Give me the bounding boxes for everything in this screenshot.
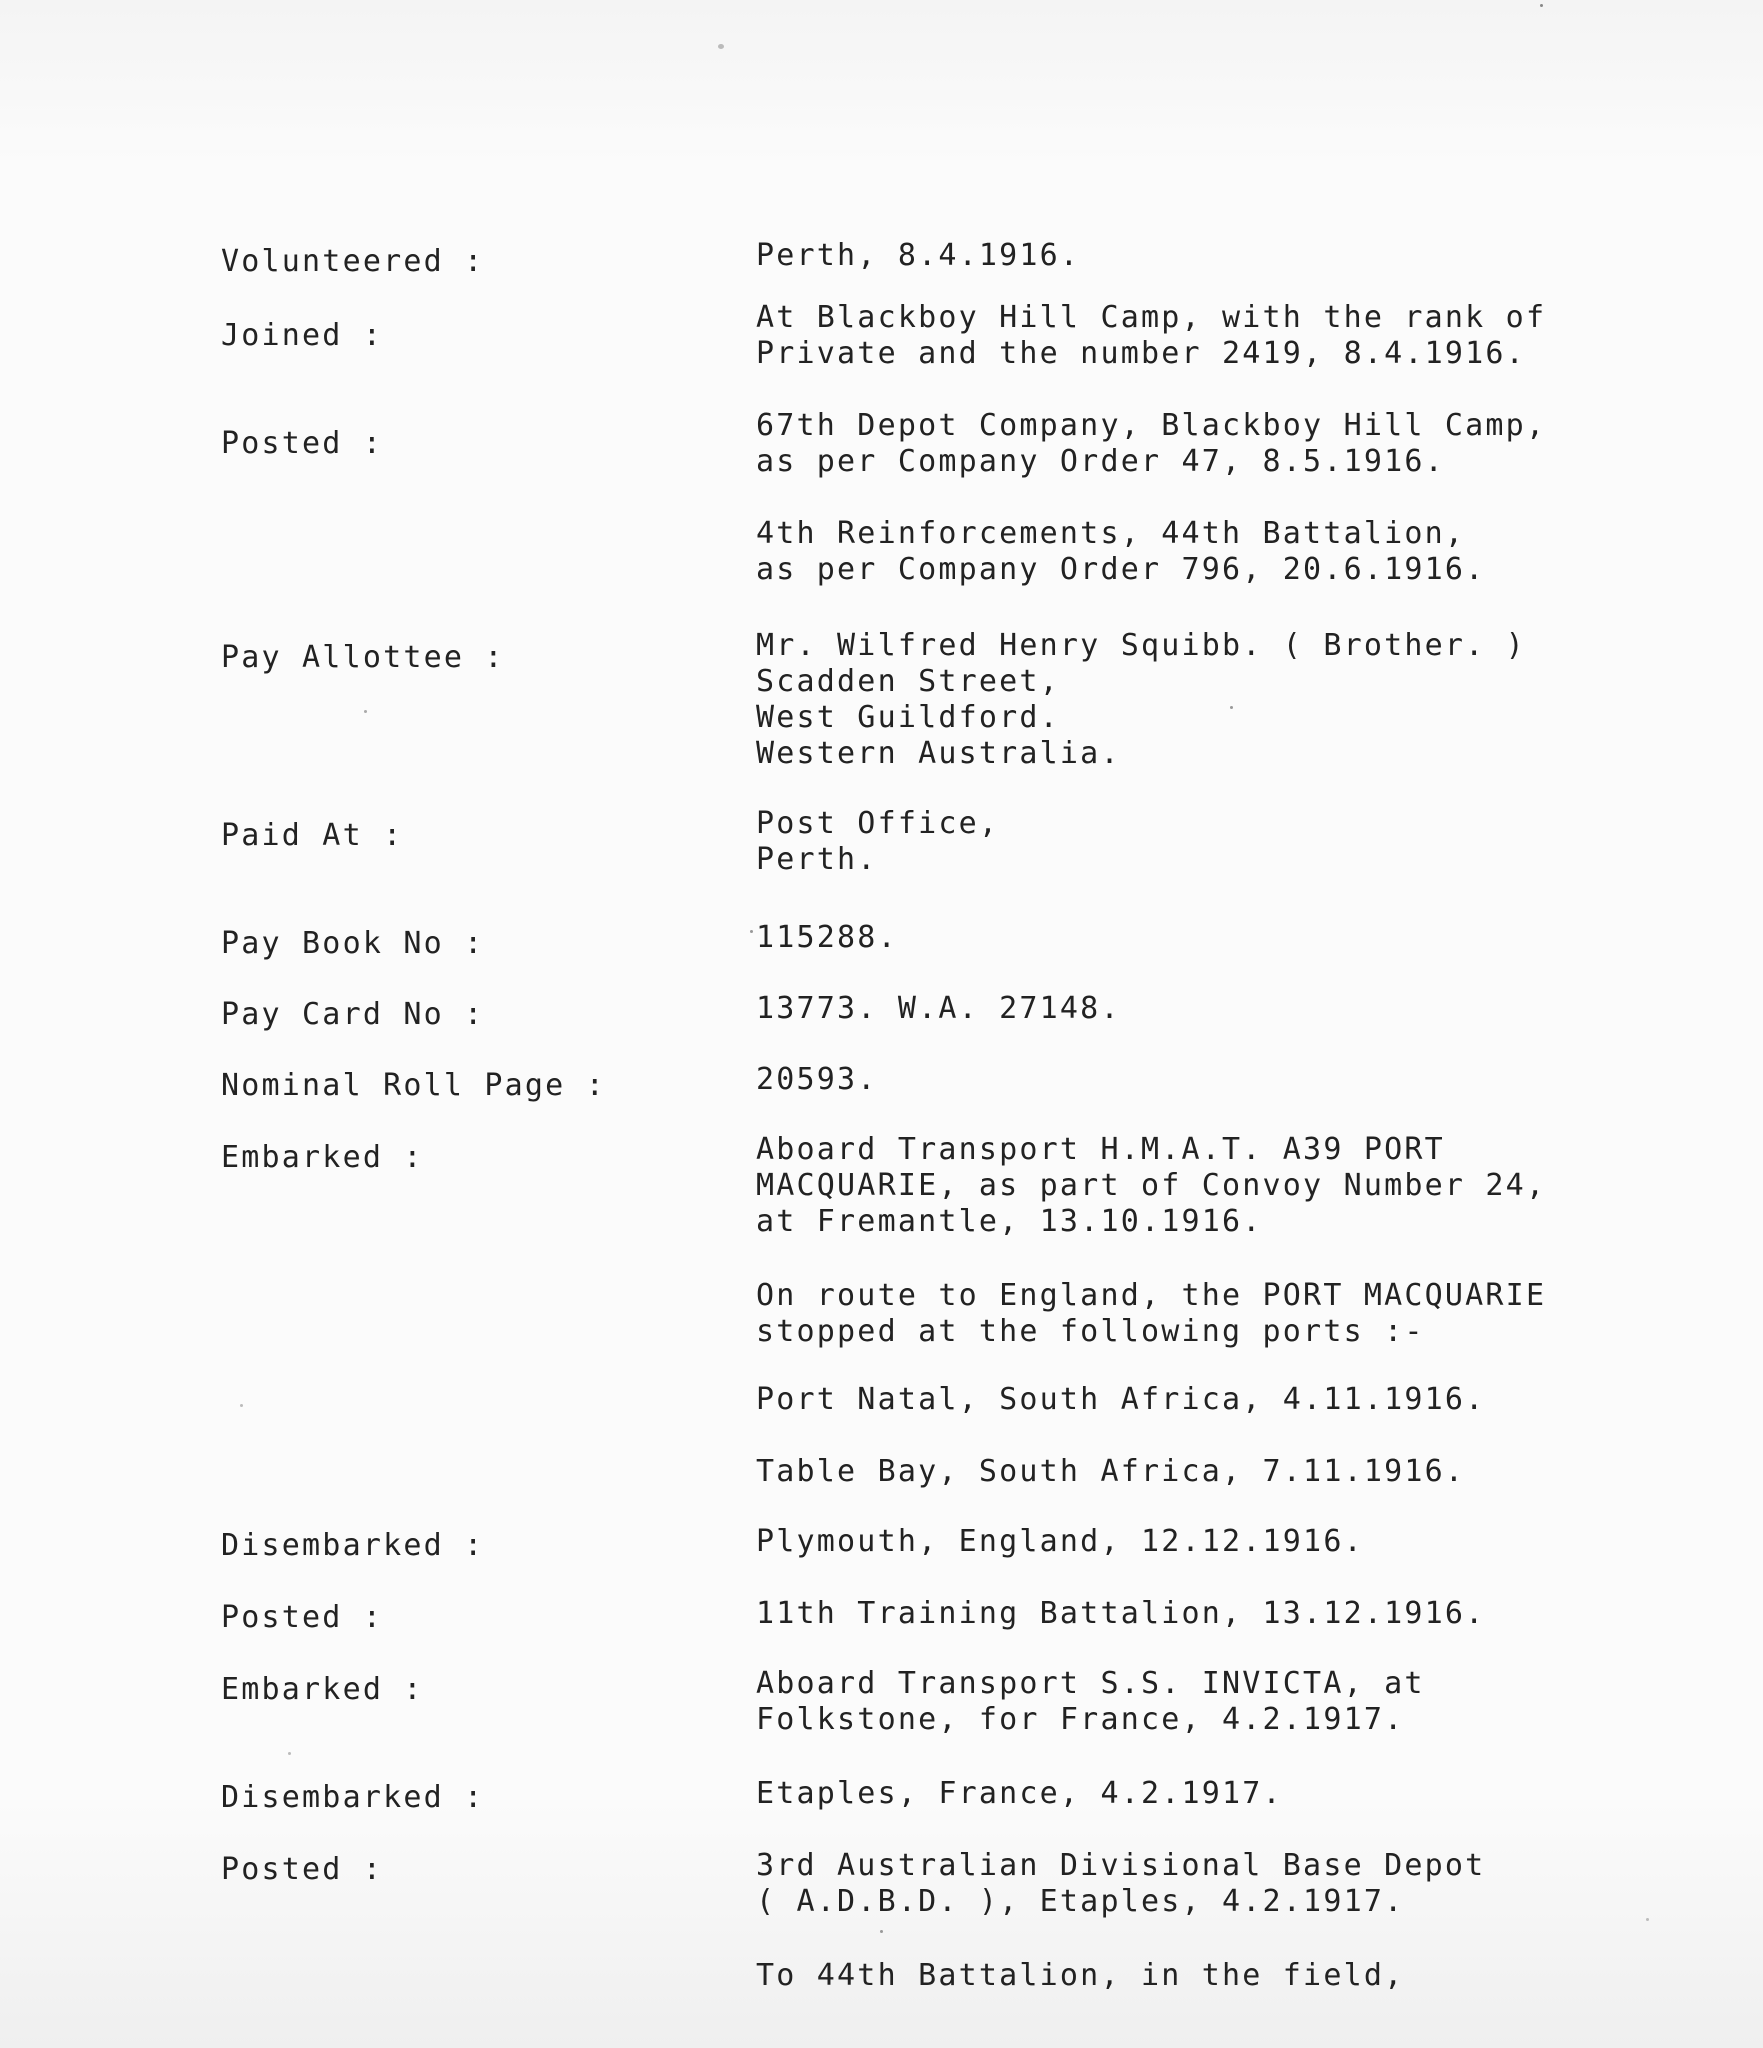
value-line: Port Natal, South Africa, 4.11.1916. (756, 1382, 1486, 1417)
value-line: 11th Training Battalion, 13.12.1916. (756, 1596, 1486, 1631)
value-line: Etaples, France, 4.2.1917. (756, 1776, 1283, 1811)
field-value (756, 1382, 1656, 1418)
value-line: Table Bay, South Africa, 7.11.1916. (756, 1454, 1466, 1489)
scan-speck (1646, 1918, 1649, 1921)
value-line: 115288. (756, 920, 898, 955)
value-line: Aboard Transport S.S. INVICTA, at (756, 1666, 1425, 1701)
field-label: Posted : (221, 1852, 384, 1887)
value-line: as per Company Order 796, 20.6.1916. (756, 552, 1486, 587)
field-value (756, 1848, 1656, 1920)
value-line: Private and the number 2419, 8.4.1916. (756, 336, 1526, 371)
scan-speck (240, 1404, 243, 1407)
value-line: MACQUARIE, as part of Convoy Number 24, (756, 1168, 1547, 1203)
value-line: Folkstone, for France, 4.2.1917. (756, 1702, 1405, 1737)
scan-speck (880, 1930, 883, 1933)
field-label: Embarked : (221, 1140, 424, 1175)
value-line: Western Australia. (756, 736, 1121, 771)
field-value (756, 1454, 1656, 1490)
field-value (756, 1524, 1656, 1560)
value-line: On route to England, the PORT MACQUARIE (756, 1278, 1547, 1313)
field-value (756, 1776, 1656, 1812)
scan-speck (750, 930, 753, 933)
value-line: Mr. Wilfred Henry Squibb. ( Brother. ) (756, 628, 1526, 663)
value-line: ( A.D.B.D. ), Etaples, 4.2.1917. (756, 1884, 1405, 1919)
field-value (756, 628, 1656, 772)
value-line: 20593. (756, 1062, 878, 1097)
field-label: Disembarked : (221, 1528, 485, 1563)
value-line: Post Office, (756, 806, 1000, 841)
field-value (756, 1278, 1656, 1350)
value-line: Perth. (756, 842, 878, 877)
field-value (756, 991, 1656, 1027)
value-line: 4th Reinforcements, 44th Battalion, (756, 516, 1466, 551)
scan-speck (288, 1752, 291, 1755)
field-value (756, 920, 1656, 956)
value-line: 13773. W.A. 27148. (756, 991, 1121, 1026)
field-value (756, 1596, 1656, 1632)
field-label: Posted : (221, 1600, 384, 1635)
field-value (756, 1132, 1656, 1240)
value-line: West Guildford. (756, 700, 1060, 735)
value-line: stopped at the following ports :- (756, 1314, 1425, 1349)
field-value (756, 516, 1656, 588)
value-line: at Fremantle, 13.10.1916. (756, 1204, 1263, 1239)
field-label: Pay Book No : (221, 926, 485, 961)
value-line: At Blackboy Hill Camp, with the rank of (756, 300, 1547, 335)
field-label: Paid At : (221, 818, 404, 853)
field-label: Volunteered : (221, 244, 485, 279)
scan-speck (364, 710, 367, 713)
scan-speck (1540, 4, 1543, 7)
value-line: Plymouth, England, 12.12.1916. (756, 1524, 1364, 1559)
field-label: Pay Card No : (221, 997, 485, 1032)
value-line: 3rd Australian Divisional Base Depot (756, 1848, 1486, 1883)
field-value (756, 238, 1656, 274)
value-line: To 44th Battalion, in the field, (756, 1958, 1405, 1993)
field-value (756, 1958, 1656, 1994)
field-label: Posted : (221, 426, 384, 461)
field-value (756, 1666, 1656, 1738)
field-label: Disembarked : (221, 1780, 485, 1815)
field-label: Embarked : (221, 1672, 424, 1707)
value-line: Scadden Street, (756, 664, 1060, 699)
value-line: Aboard Transport H.M.A.T. A39 PORT (756, 1132, 1445, 1167)
field-value (756, 408, 1656, 480)
field-value (756, 300, 1656, 372)
field-label: Pay Allottee : (221, 640, 505, 675)
field-value (756, 1062, 1656, 1098)
value-line: 67th Depot Company, Blackboy Hill Camp, (756, 408, 1547, 443)
field-label: Joined : (221, 318, 384, 353)
scan-speck (1230, 706, 1233, 709)
field-value (756, 806, 1656, 878)
field-label: Nominal Roll Page : (221, 1068, 606, 1103)
scan-speck (718, 44, 724, 49)
value-line: Perth, 8.4.1916. (756, 238, 1081, 273)
value-line: as per Company Order 47, 8.5.1916. (756, 444, 1445, 479)
